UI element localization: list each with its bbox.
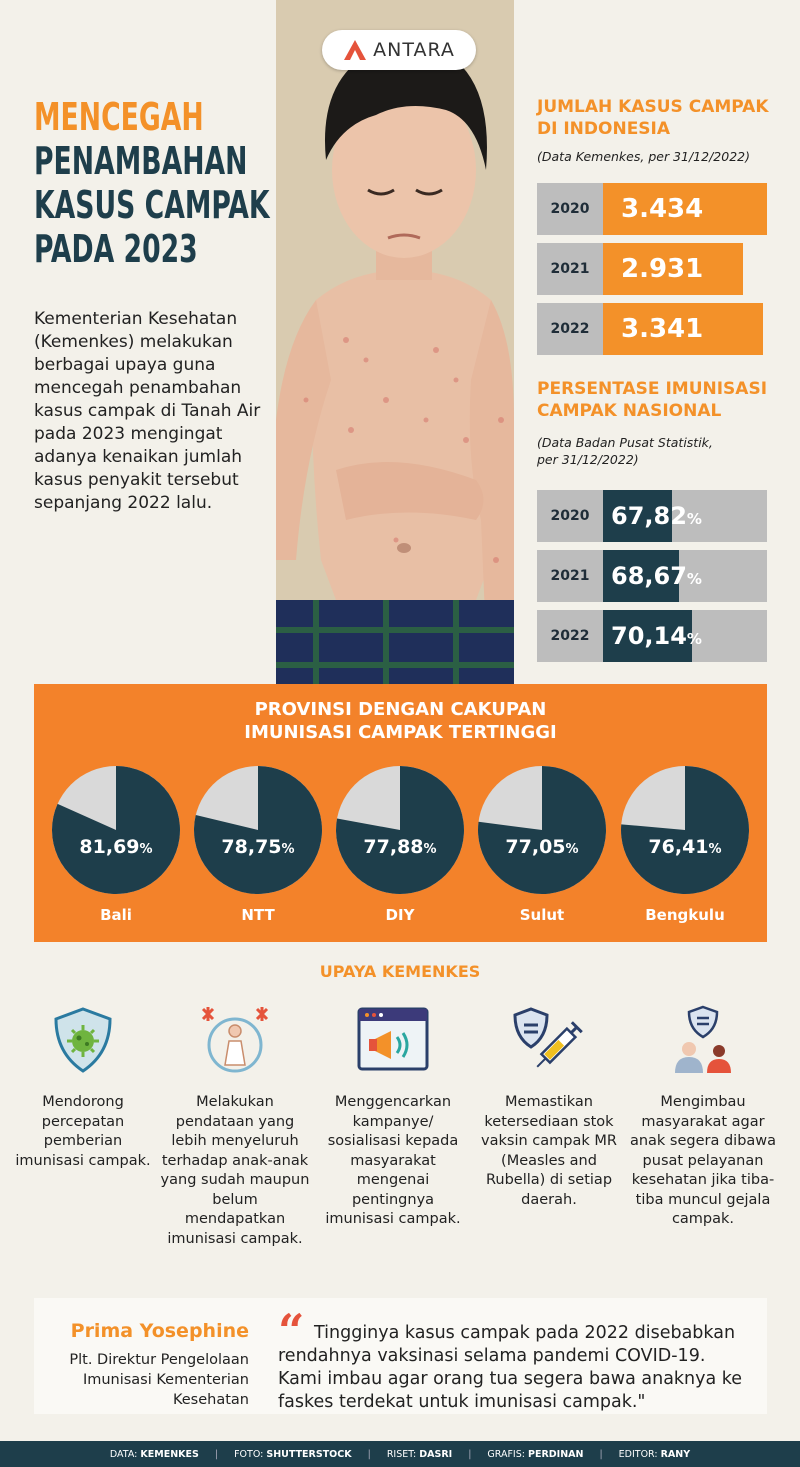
pie-value-label: 81,69% [79,836,153,858]
immunization-year-label: 2020 [537,490,603,542]
province-pie [192,764,324,924]
credit-grafis-label: GRAFIS: [487,1448,525,1460]
pie-value-label: 77,88% [363,836,437,858]
cases-year-label: 2020 [537,183,603,235]
pie-chart [476,764,608,896]
province-pie [476,764,608,924]
credit-foto-value: SHUTTERSTOCK [266,1448,352,1460]
credit-editor-value: RANY [660,1448,691,1460]
brand-name: ANTARA [373,39,455,61]
upaya-item-1 [8,1005,158,1171]
cases-value-label: 2.931 [621,254,704,284]
pie-province-label: NTT [241,906,275,924]
upaya-text-5: Mengimbau masyarakat agar anak segera dibawa pusat pelayanan kesehatan jika tiba-tiba muncul gejala campak. [629,1094,777,1227]
immunization-title [537,378,787,422]
immunization-bar-row [537,490,767,542]
headline-line-1: MENCEGAH [34,95,204,139]
credit-riset [387,1449,452,1460]
pie-chart [50,764,182,896]
pie-chart [619,764,751,896]
credit-separator: | [468,1448,472,1460]
upaya-item-2 [160,1005,310,1249]
pie-province-label: Bali [100,906,132,924]
headline-line-2: PENAMBAHAN [34,139,248,183]
credit-editor [619,1449,690,1460]
immunization-bar-row [537,550,767,602]
child-photo [276,0,514,684]
cases-bar-row [537,183,767,235]
credit-separator: | [214,1448,219,1460]
headline-line-3: KASUS CAMPAK [34,183,270,227]
antara-logo-icon [343,39,367,61]
intro-paragraph: Kementerian Kesehatan (Kemenkes) melakukan berbagai upaya guna mencegah penambahan kasus campak di Tanah Air pada 2023 mengingat adanya kenaikan jumlah kasus penyakit tersebut sepanjang 2022 lalu. [34,309,261,513]
upaya-item-3 [318,1005,468,1230]
quote-mark-icon: “ [278,1304,305,1358]
cases-source: (Data Kemenkes, per 31/12/2022) [537,149,750,164]
immunization-bar-row [537,610,767,662]
quote-author-role: Plt. Direktur Pengelolaan Imunisasi Kementerian Kesehatan [69,1352,249,1408]
province-title [34,698,767,744]
credits-footer [0,1441,800,1467]
pie-province-label: DIY [385,906,415,924]
upaya-item-5 [628,1005,778,1230]
province-pie-section [34,684,767,942]
credit-data [110,1449,199,1460]
cases-year-label: 2021 [537,243,603,295]
quote-author-name: Prima Yosephine [70,1320,249,1342]
credit-separator: | [367,1448,371,1460]
quote-text: Tingginya kasus campak pada 2022 disebabkan rendahnya vaksinasi selama pandemi COVID-19. Kami imbau agar orang tua segera bawa anaknya ke faskes terdekat untuk imunisasi campak." [278,1323,743,1412]
upaya-text-4: Memastikan ketersediaan stok vaksin campak MR (Measles and Rubella) di setiap daerah. [481,1094,617,1208]
pie-province-label: Sulut [519,906,565,924]
headline-line-4: PADA 2023 [34,227,198,271]
immunization-year-label: 2022 [537,610,603,662]
headline [34,95,284,271]
quote-box [34,1298,767,1414]
immunization-source [537,434,777,468]
credit-foto-label: FOTO: [234,1448,264,1460]
cases-title [537,96,777,140]
pie-province-label: Bengkulu [645,906,725,924]
immunization-title-line-1: PERSENTASE IMUNISASI [537,379,768,399]
credit-riset-value: DASRI [419,1448,453,1460]
upaya-text-1: Mendorong percepatan pemberian imunisasi campak. [15,1094,151,1169]
immunization-source-line-1: (Data Badan Pusat Statistik, [537,435,713,450]
province-pie [619,764,751,924]
pie-value-label: 77,05% [505,836,579,858]
upaya-item-4 [474,1005,624,1210]
vaccine-syringe-icon [511,1005,587,1075]
cases-title-line-1: JUMLAH KASUS CAMPAK [537,97,769,117]
credit-grafis-value: PERDINAN [528,1448,584,1460]
upaya-text-2: Melakukan pendataan yang lebih menyeluruh terhadap anak-anak yang sudah maupun belum mendapatkan imunisasi campak. [160,1094,310,1247]
upaya-title: UPAYA KEMENKES [319,962,481,981]
cases-year-label: 2022 [537,303,603,355]
credit-editor-label: EDITOR: [618,1448,658,1460]
credit-foto [234,1449,352,1460]
province-title-line-2: IMUNISASI CAMPAK TERTINGGI [244,722,557,743]
upaya-text-3: Menggencarkan kampanye/ sosialisasi kepada masyarakat mengenai pentingnya imunisasi campak. [325,1094,461,1227]
brand-logo [322,30,476,70]
immunization-title-line-2: CAMPAK NASIONAL [537,401,722,421]
province-pie [334,764,466,924]
immunization-value-label: 67,82% [611,502,702,530]
immunization-value-label: 70,14% [611,622,702,650]
immunization-value-label: 68,67% [611,562,702,590]
megaphone-campaign-icon [355,1005,431,1075]
cases-bar-row [537,303,767,355]
pie-chart [334,764,466,896]
credit-data-label: DATA: [109,1448,138,1460]
pie-value-label: 76,41% [648,836,722,858]
virus-shield-icon [48,1005,118,1075]
province-pie [50,764,182,924]
credit-separator: | [599,1448,603,1460]
cases-title-line-2: DI INDONESIA [537,119,671,139]
parent-child-icon [665,1005,741,1075]
credit-riset-label: RISET: [386,1448,417,1460]
province-title-line-1: PROVINSI DENGAN CAKUPAN [254,699,547,720]
pie-chart [192,764,324,896]
child-data-icon [195,1005,275,1075]
cases-bar-row [537,243,767,295]
cases-value-label: 3.434 [621,194,704,224]
cases-value-label: 3.341 [621,314,704,344]
immunization-source-line-2: per 31/12/2022) [537,452,639,467]
credit-grafis [487,1449,583,1460]
pie-value-label: 78,75% [221,836,295,858]
immunization-year-label: 2021 [537,550,603,602]
credit-data-value: KEMENKES [140,1448,199,1460]
